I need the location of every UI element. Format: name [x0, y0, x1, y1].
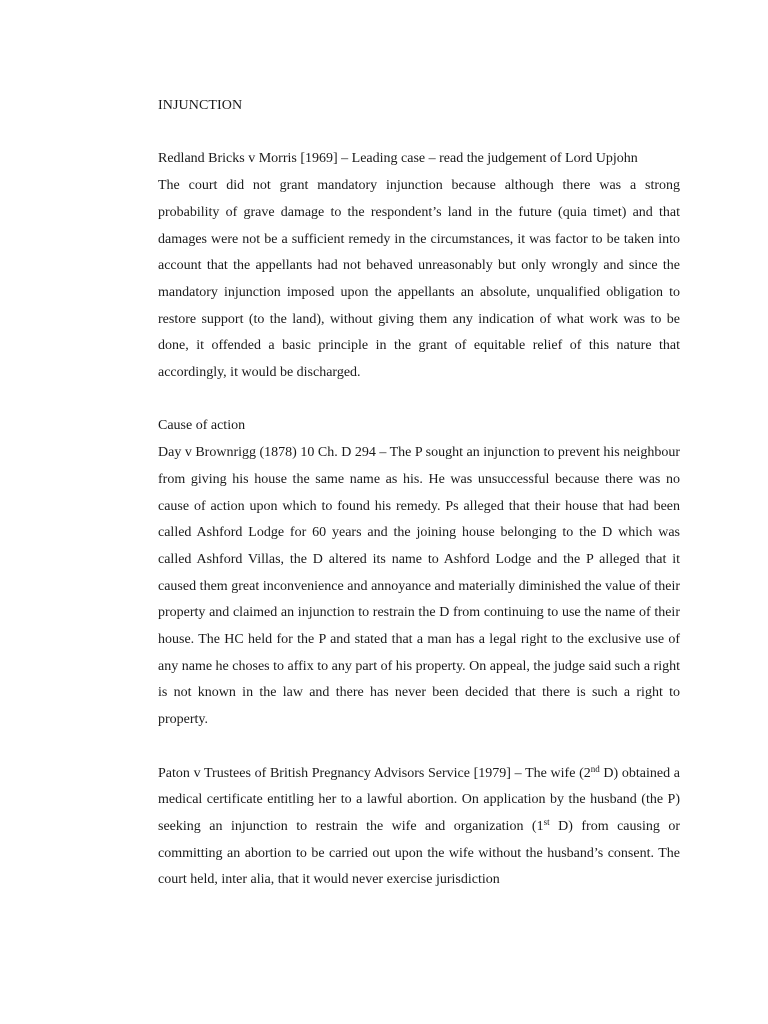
document-title: INJUNCTION [158, 98, 243, 113]
superscript-nd: nd [590, 763, 600, 774]
case-citation-redland: Redland Bricks v Morris [1969] – Leading case – read the judgement of Lord Upjohn [158, 151, 638, 167]
document-page [158, 93, 680, 921]
section-cause-of-action [158, 413, 680, 733]
paton-text-1: Paton v Trustees of British Pregnancy Advisors Service [1979] – The wife (2 [158, 765, 591, 781]
paragraph-paton [158, 761, 680, 895]
section-heading-cause-of-action: Cause of action [158, 418, 246, 434]
paragraph-redland: The court did not grant mandatory injunction because although there was a strong probability of grave damage to the respondent’s land in the future (quia timet) and that damages were not be a sufficient remedy in the circumstances, it was factor to be taken into account that the appellants had not behaved unreasonably but only wrongly and since the mandatory injunction imposed upon the appellants an absolute, unqualified obligation to restore support (to the land), without giving them any indication of what work was to be done, it offended a basic principle in the grant of equitable relief of this nature that accordingly, it would be discharged. [158, 178, 680, 381]
paragraph-day-v-brownrigg: Day v Brownrigg (1878) 10 Ch. D 294 – The P sought an injunction to prevent his neighbour from giving his house the same name as his. He was unsuccessful because there was no cause of action upon which to found his remedy. Ps alleged that their house that had been called Ashford Lodge for 60 years and the joining house belonging to the D which was called Ashford Villas, the D altered its name to Ashford Lodge and the P alleged that it caused them great inconvenience and annoyance and materially diminished the value of their property and claimed an injunction to restrain the D from continuing to use the name of their house. The HC held for the P and stated that a man has a legal right to the exclusive use of any name he choses to affix to any part of his property. On appeal, the judge said such a right is not known in the law and there has never been decided that there is such a right to property. [158, 445, 680, 728]
section-redland [158, 146, 680, 386]
section-paton [158, 761, 680, 895]
paton-text-2: D) obtained a medical certificate entitling her to a lawful abortion. On application by the husband (the P) seeking an injunction to restrain the wife and organization (1 [158, 765, 680, 834]
paton-text-3: D) from causing or committing an abortion to be carried out upon the wife without the husband’s consent. The court held, inter alia, that it would never exercise jurisdiction [158, 818, 680, 888]
superscript-st: st [543, 816, 550, 827]
